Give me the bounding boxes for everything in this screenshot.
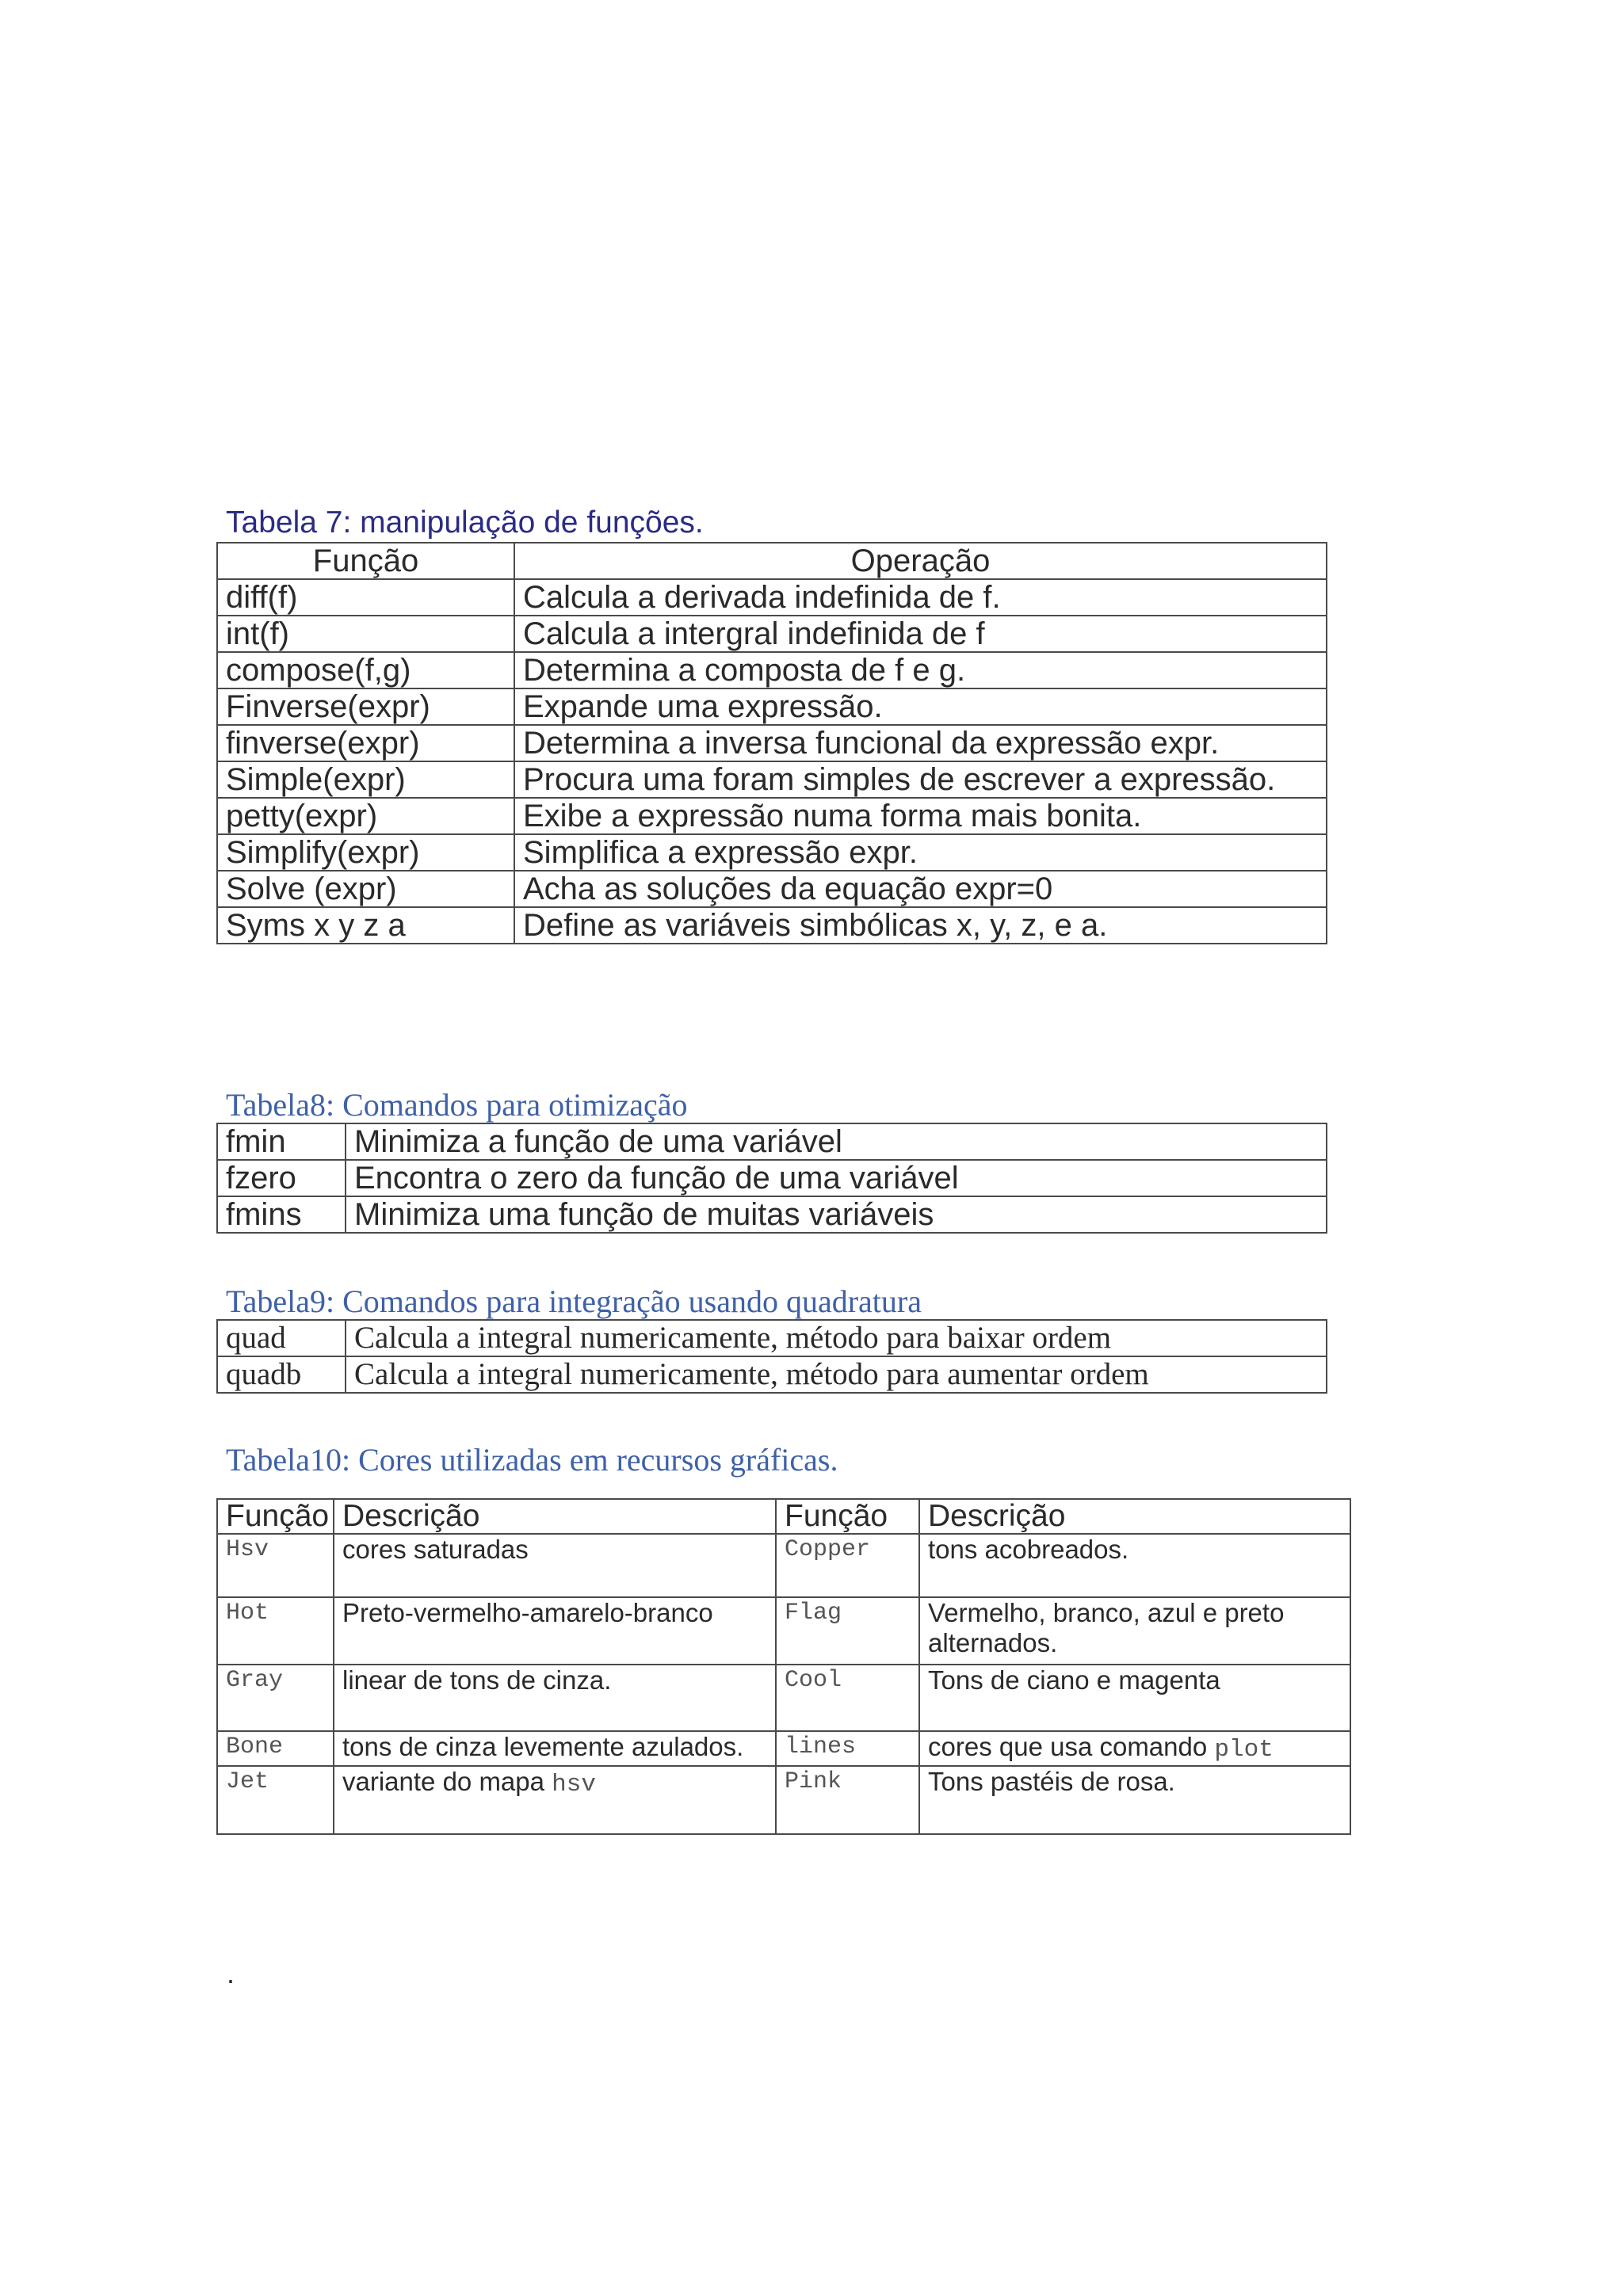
table-row [217, 1534, 1350, 1597]
operation-text: Expande uma expressão. [514, 688, 1327, 725]
table-row [217, 652, 1327, 688]
table-row [217, 1597, 1350, 1665]
command-description: Minimiza a função de uma variável [346, 1123, 1327, 1160]
operation-text: Determina a composta de f e g. [514, 652, 1327, 688]
operation-text: Acha as soluções da equação expr=0 [514, 871, 1327, 907]
colormap-name: Gray [217, 1665, 334, 1731]
table-row [217, 1356, 1327, 1393]
inline-code: hsv [552, 1771, 596, 1798]
command-description: Calcula a integral numericamente, método para baixar ordem [346, 1320, 1327, 1356]
column-header: Função [776, 1499, 919, 1534]
column-header: Descrição [919, 1499, 1350, 1534]
column-header: Função [217, 543, 514, 579]
table-row [217, 688, 1327, 725]
colormap-name: Pink [776, 1766, 919, 1834]
table-row [217, 871, 1327, 907]
command-name: fmin [217, 1123, 346, 1160]
table-row [217, 834, 1327, 871]
colormap-description: variante do mapa hsv [334, 1766, 776, 1834]
table-row [217, 798, 1327, 834]
inline-code: plot [1214, 1736, 1274, 1764]
operation-text: Exibe a expressão numa forma mais bonita. [514, 798, 1327, 834]
colormap-name: Copper [776, 1534, 919, 1597]
table9-caption: Tabela9: Comandos para integração usando quadratura [226, 1283, 922, 1319]
table-row [217, 907, 1327, 944]
table-row [217, 1196, 1327, 1233]
command-name: quad [217, 1320, 346, 1356]
header-row [217, 1499, 1350, 1534]
table-row [217, 1766, 1350, 1834]
operation-text: Calcula a intergral indefinida de f [514, 616, 1327, 652]
table-row [217, 1320, 1327, 1356]
command-name: fzero [217, 1160, 346, 1196]
function-name: petty(expr) [217, 798, 514, 834]
table7-caption: Tabela 7: manipulação de funções. [226, 505, 704, 540]
header-row [217, 543, 1327, 579]
optimization-table [216, 1123, 1327, 1234]
colormap-name: Cool [776, 1665, 919, 1731]
colormap-description: Vermelho, branco, azul e preto alternados. [919, 1597, 1350, 1665]
colormap-name: Hot [217, 1597, 334, 1665]
table-row [217, 1665, 1350, 1731]
table-row [217, 579, 1327, 616]
operation-text: Determina a inversa funcional da expressão expr. [514, 725, 1327, 761]
command-description: Minimiza uma função de muitas variáveis [346, 1196, 1327, 1233]
command-description: Calcula a integral numericamente, método para aumentar ordem [346, 1356, 1327, 1393]
table-row [217, 616, 1327, 652]
quadrature-table [216, 1319, 1327, 1394]
operation-text: Simplifica a expressão expr. [514, 834, 1327, 871]
function-name: finverse(expr) [217, 725, 514, 761]
function-name: Syms x y z a [217, 907, 514, 944]
colormap-name: Bone [217, 1731, 334, 1766]
colormap-description: linear de tons de cinza. [334, 1665, 776, 1731]
column-header: Função [217, 1499, 334, 1534]
function-name: Simplify(expr) [217, 834, 514, 871]
table10-caption: Tabela10: Cores utilizadas em recursos gráficas. [226, 1442, 838, 1478]
colormap-description: Tons de ciano e magenta [919, 1665, 1350, 1731]
table-row [217, 1160, 1327, 1196]
function-name: Finverse(expr) [217, 688, 514, 725]
table8-caption: Tabela8: Comandos para otimização [226, 1087, 688, 1123]
function-name: int(f) [217, 616, 514, 652]
table-row [217, 761, 1327, 798]
command-description: Encontra o zero da função de uma variável [346, 1160, 1327, 1196]
colormap-name: Hsv [217, 1534, 334, 1597]
table-row [217, 725, 1327, 761]
command-name: fmins [217, 1196, 346, 1233]
functions-table [216, 542, 1327, 944]
column-header: Descrição [334, 1499, 776, 1534]
operation-text: Define as variáveis simbólicas x, y, z, e a. [514, 907, 1327, 944]
column-header: Operação [514, 543, 1327, 579]
colormap-name: Jet [217, 1766, 334, 1834]
table-row [217, 1123, 1327, 1160]
colormap-description: cores que usa comando plot [919, 1731, 1350, 1766]
colormap-description: cores saturadas [334, 1534, 776, 1597]
colormap-description: Preto-vermelho-amarelo-branco [334, 1597, 776, 1665]
command-name: quadb [217, 1356, 346, 1393]
function-name: diff(f) [217, 579, 514, 616]
colormap-description: tons de cinza levemente azulados. [334, 1731, 776, 1766]
colormap-name: lines [776, 1731, 919, 1766]
operation-text: Procura uma foram simples de escrever a expressão. [514, 761, 1327, 798]
colormap-description: Tons pastéis de rosa. [919, 1766, 1350, 1834]
function-name: Simple(expr) [217, 761, 514, 798]
function-name: Solve (expr) [217, 871, 514, 907]
colormap-name: Flag [776, 1597, 919, 1665]
table-row [217, 1731, 1350, 1766]
colormap-description: tons acobreados. [919, 1534, 1350, 1597]
colormap-table [216, 1498, 1351, 1835]
footer-mark: . [227, 1957, 235, 1989]
function-name: compose(f,g) [217, 652, 514, 688]
operation-text: Calcula a derivada indefinida de f. [514, 579, 1327, 616]
